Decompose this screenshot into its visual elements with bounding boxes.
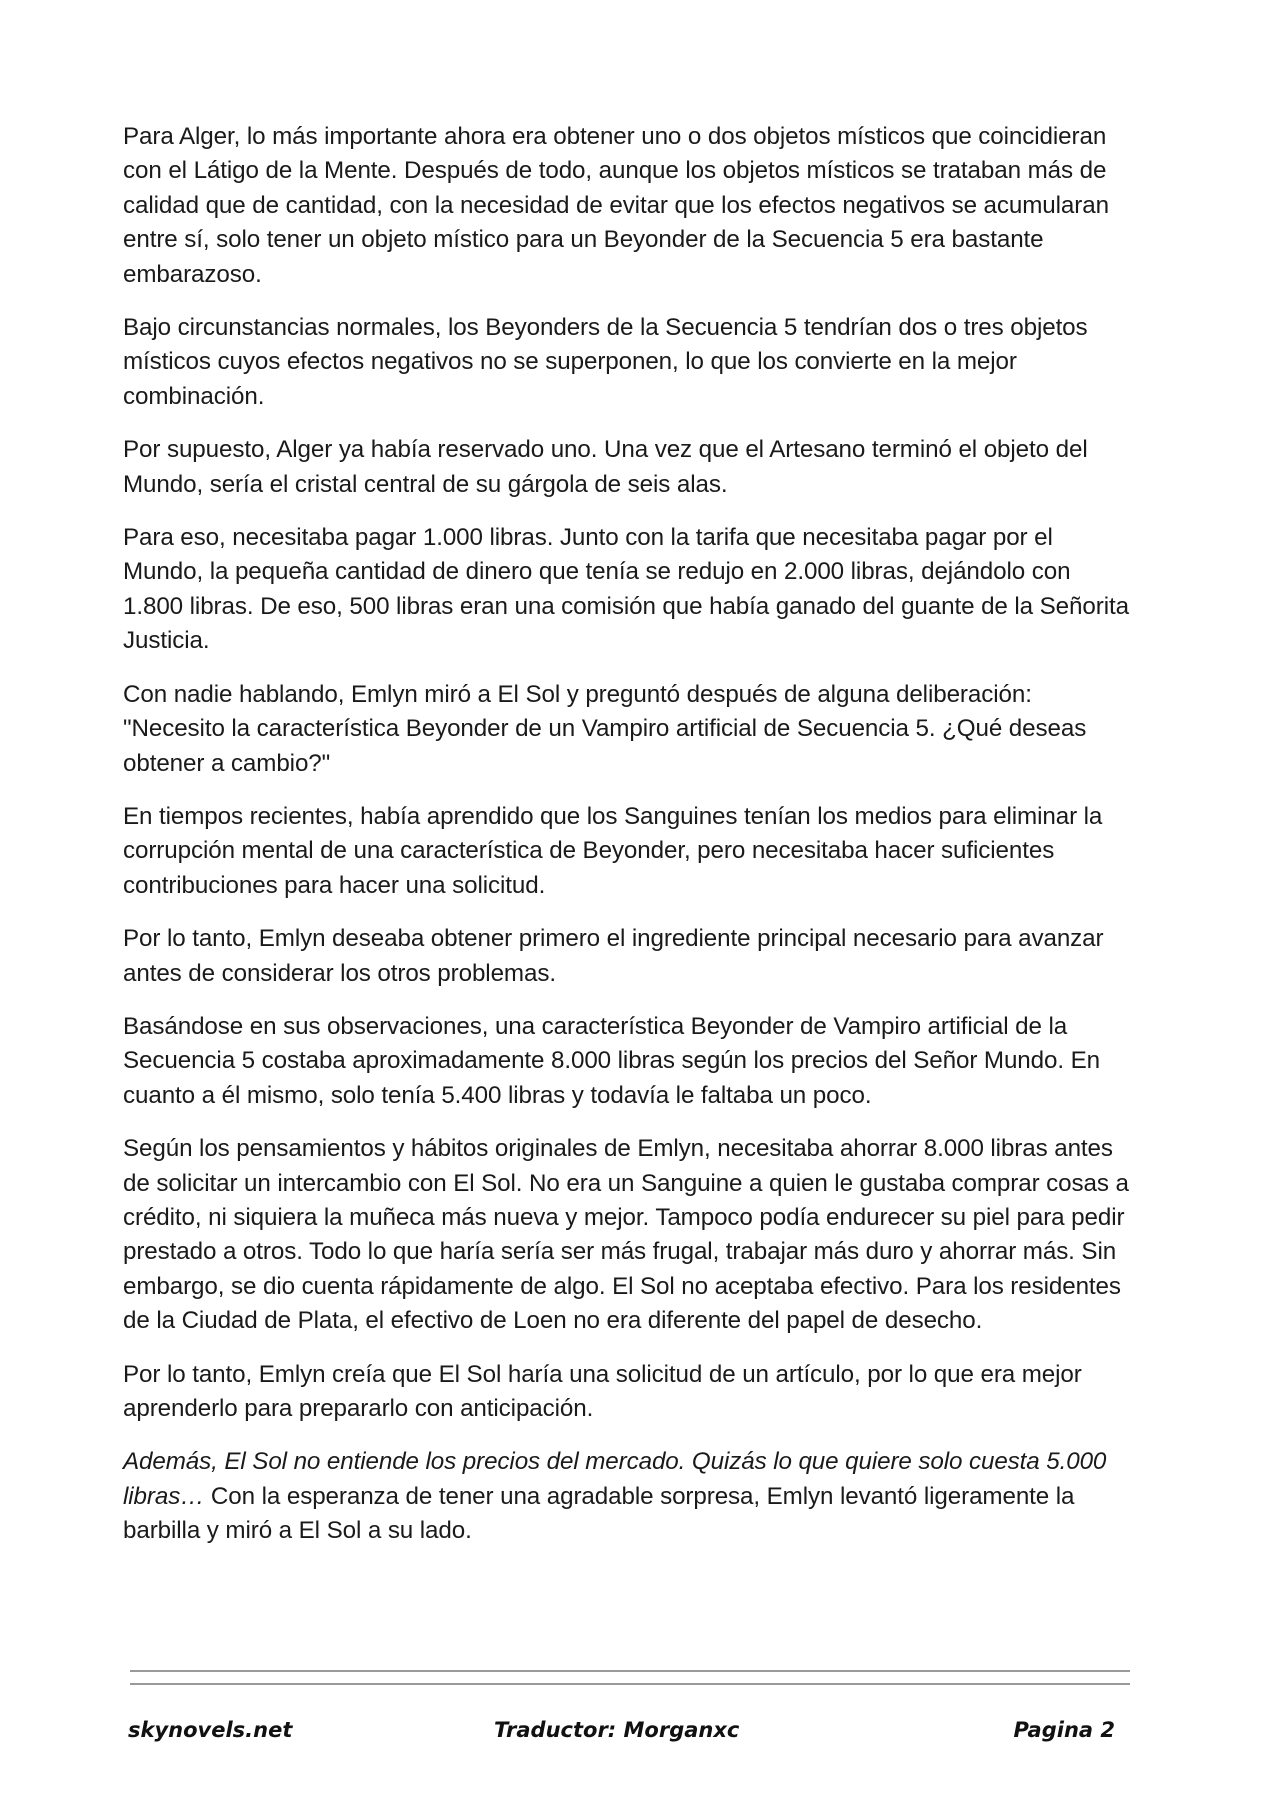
paragraph-9: Según los pensamientos y hábitos originales de Emlyn, necesitaba ahorrar 8.000 libras antes de solicitar un intercambio con El Sol. No era un Sanguine a quien le gustaba comprar cosas a crédito, ni siquiera la muñeca más nueva y mejor. Tampoco podía endurecer su piel para pedir prestado a otros. Todo lo que haría sería ser más frugal, trabajar más duro y ahorrar más. Sin embargo, se dio cuenta rápidamente de algo. El Sol no aceptaba efectivo. Para los residentes de la Ciudad de Plata, el efectivo de Loen no era diferente del papel de desecho. bbox=[123, 1135, 1129, 1335]
paragraph-4: Para eso, necesitaba pagar 1.000 libras. Junto con la tarifa que necesitaba pagar por el Mundo, la pequeña cantidad de dinero que tenía se redujo en 2.000 libras, dejándolo con 1.800 libras. De eso, 500 libras eran una comisión que había ganado del guante de la Señorita Justicia. bbox=[123, 524, 1129, 655]
footer-translator: Traductor: Morganxc bbox=[494, 1718, 740, 1742]
footer-site-name: skynovels.net bbox=[128, 1718, 293, 1742]
paragraph-7: Por lo tanto, Emlyn deseaba obtener primero el ingrediente principal necesario para avanzar antes de considerar los otros problemas. bbox=[123, 925, 1104, 987]
paragraph-5: Con nadie hablando, Emlyn miró a El Sol y preguntó después de alguna deliberación: "Necesito la característica Beyonder de un Vampiro artificial de Secuencia 5. ¿Qué deseas obtener a cambio?" bbox=[123, 680, 1087, 777]
page-footer bbox=[0, 1712, 1280, 1752]
paragraph-1: Para Alger, lo más importante ahora era obtener uno o dos objetos místicos que coincidieran con el Látigo de la Mente. Después de todo, aunque los objetos místicos se trataban más de calidad que de cantidad, con la necesidad de evitar que los efectos negativos se acumularan entre sí, solo tener un objeto místico para un Beyonder de la Secuencia 5 era bastante embarazoso. bbox=[123, 123, 1109, 288]
paragraph-6: En tiempos recientes, había aprendido que los Sanguines tenían los medios para eliminar la corrupción mental de una característica de Beyonder, pero necesitaba hacer suficientes contribuciones para hacer una solicitud. bbox=[123, 802, 1103, 899]
document-body bbox=[123, 120, 1135, 1568]
paragraph-3: Por supuesto, Alger ya había reservado uno. Una vez que el Artesano terminó el objeto del Mundo, sería el cristal central de su gárgola de seis alas. bbox=[123, 436, 1088, 498]
footer-divider-bottom bbox=[130, 1683, 1130, 1685]
paragraph-8: Basándose en sus observaciones, una característica Beyonder de Vampiro artificial de la Secuencia 5 costaba aproximadamente 8.000 libras según los precios del Señor Mundo. En cuanto a él mismo, solo tenía 5.400 libras y todavía le faltaba un poco. bbox=[123, 1012, 1100, 1109]
footer-page-number: Pagina 2 bbox=[1013, 1718, 1115, 1742]
paragraph-10: Por lo tanto, Emlyn creía que El Sol haría una solicitud de un artículo, por lo que era mejor aprenderlo para prepararlo con anticipación. bbox=[123, 1360, 1082, 1422]
paragraph-11-italic-thought: Además, El Sol no entiende los precios del mercado. Quizás lo que quiere solo cuesta 5.000 libras… bbox=[123, 1448, 1107, 1510]
footer-divider-top bbox=[130, 1670, 1130, 1672]
paragraph-11 bbox=[123, 1445, 1135, 1548]
paragraph-2: Bajo circunstancias normales, los Beyonders de la Secuencia 5 tendrían dos o tres objetos místicos cuyos efectos negativos no se superponen, lo que los convierte en la mejor combinación. bbox=[123, 314, 1088, 410]
paragraph-11-text: Con la esperanza de tener una agradable sorpresa, Emlyn levantó ligeramente la barbilla y miró a El Sol a su lado. bbox=[123, 1482, 1075, 1545]
